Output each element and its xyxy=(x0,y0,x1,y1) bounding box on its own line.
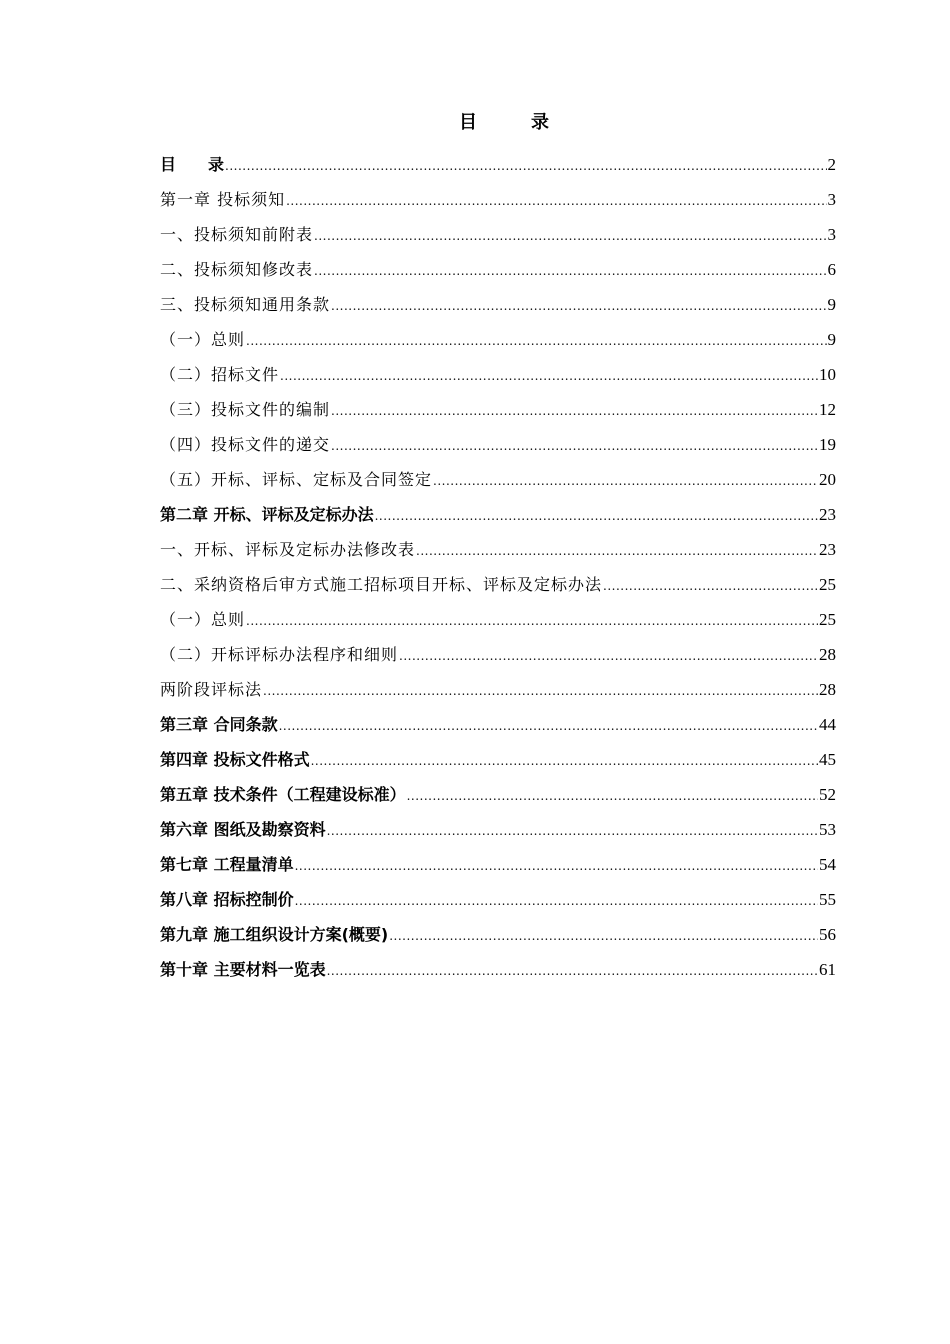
toc-entry-page-number: 23 xyxy=(819,540,836,559)
toc-entry[interactable] xyxy=(160,432,836,467)
toc-dot-leader xyxy=(225,153,826,179)
toc-dot-leader xyxy=(314,223,826,249)
toc-entry-page-number: 25 xyxy=(819,610,836,629)
toc-entry[interactable] xyxy=(160,677,836,712)
toc-dot-leader xyxy=(286,188,826,214)
toc-entry-page-number: 28 xyxy=(819,645,836,664)
toc-entry[interactable] xyxy=(160,852,836,887)
toc-entry-page-number: 10 xyxy=(819,365,836,384)
toc-entry-page-number: 9 xyxy=(827,295,836,314)
toc-entry-label: 一、投标须知前附表 xyxy=(160,225,314,244)
toc-entry-label: （三）投标文件的编制 xyxy=(160,400,331,419)
toc-entry-label: 三、投标须知通用条款 xyxy=(160,295,331,314)
toc-entry-page-number: 52 xyxy=(819,785,836,804)
toc-entry-label: （一）总则 xyxy=(160,330,246,349)
toc-dot-leader xyxy=(280,363,818,389)
document-title: 目 录 xyxy=(459,112,549,133)
toc-entry[interactable] xyxy=(160,537,836,572)
toc-dot-leader xyxy=(331,293,826,319)
toc-entry-page-number: 20 xyxy=(819,470,836,489)
toc-entry[interactable] xyxy=(160,397,836,432)
toc-entry-page-number: 23 xyxy=(819,505,836,524)
toc-entry[interactable] xyxy=(160,957,836,992)
toc-entry[interactable] xyxy=(160,887,836,922)
toc-entry-label: 第三章 合同条款 xyxy=(160,715,278,734)
toc-entry-page-number: 53 xyxy=(819,820,836,839)
toc-entry[interactable] xyxy=(160,502,836,537)
toc-dot-leader xyxy=(399,643,818,669)
toc-dot-leader xyxy=(375,503,818,529)
toc-entry[interactable] xyxy=(160,222,836,257)
toc-entry-label: （五）开标、评标、定标及合同签定 xyxy=(160,470,433,489)
toc-dot-leader xyxy=(246,608,818,634)
toc-entry-label: 第一章 投标须知 xyxy=(160,190,286,209)
toc-entry-label: 第八章 招标控制价 xyxy=(160,890,294,909)
toc-entry[interactable] xyxy=(160,782,836,817)
toc-entry[interactable] xyxy=(160,817,836,852)
toc-dot-leader xyxy=(279,713,818,739)
toc-entry-label: 目 录 xyxy=(160,155,225,174)
toc-entry-label: 第六章 图纸及勘察资料 xyxy=(160,820,326,839)
toc-entry-label: 第十章 主要材料一览表 xyxy=(160,960,326,979)
toc-entry-label: 第七章 工程量清单 xyxy=(160,855,294,874)
toc-entry-label: 第九章 施工组织设计方案(概要) xyxy=(160,925,389,944)
toc-entry-page-number: 54 xyxy=(819,855,836,874)
toc-entry-page-number: 3 xyxy=(827,190,836,209)
toc-entry[interactable] xyxy=(160,922,836,957)
toc-entry-label: （一）总则 xyxy=(160,610,246,629)
toc-entry-page-number: 61 xyxy=(819,960,836,979)
toc-entry-page-number: 2 xyxy=(827,155,836,174)
toc-dot-leader xyxy=(416,538,818,564)
toc-dot-leader xyxy=(331,398,818,424)
toc-entry[interactable] xyxy=(160,747,836,782)
toc-entry-label: 第二章 开标、评标及定标办法 xyxy=(160,505,374,524)
toc-entry[interactable] xyxy=(160,362,836,397)
toc-entry[interactable] xyxy=(160,712,836,747)
toc-dot-leader xyxy=(603,573,818,599)
toc-entry-page-number: 45 xyxy=(819,750,836,769)
toc-entry-page-number: 9 xyxy=(827,330,836,349)
toc-entry[interactable] xyxy=(160,292,836,327)
toc-entry-page-number: 3 xyxy=(827,225,836,244)
toc-entry[interactable] xyxy=(160,327,836,362)
toc-entry-page-number: 44 xyxy=(819,715,836,734)
toc-dot-leader xyxy=(327,818,818,844)
toc-entry-page-number: 19 xyxy=(819,435,836,454)
toc-dot-leader xyxy=(327,958,818,984)
toc-entry-label: 一、开标、评标及定标办法修改表 xyxy=(160,540,416,559)
toc-entry[interactable] xyxy=(160,642,836,677)
toc-dot-leader xyxy=(433,468,818,494)
toc-entry[interactable] xyxy=(160,467,836,502)
toc-entry-page-number: 56 xyxy=(819,925,836,944)
toc-entry-label: 二、投标须知修改表 xyxy=(160,260,314,279)
toc-dot-leader xyxy=(263,678,818,704)
toc-entry[interactable] xyxy=(160,257,836,292)
toc-dot-leader xyxy=(295,853,818,879)
toc-entry-label: （二）开标评标办法程序和细则 xyxy=(160,645,399,664)
toc-entry[interactable] xyxy=(160,572,836,607)
toc-entry-page-number: 25 xyxy=(819,575,836,594)
table-of-contents xyxy=(160,152,836,992)
toc-entry-label: 第五章 技术条件（工程建设标准） xyxy=(160,785,406,804)
toc-entry-label: 第四章 投标文件格式 xyxy=(160,750,310,769)
toc-entry[interactable] xyxy=(160,152,836,187)
toc-entry[interactable] xyxy=(160,187,836,222)
toc-entry[interactable] xyxy=(160,607,836,642)
toc-entry-page-number: 12 xyxy=(819,400,836,419)
toc-entry-page-number: 28 xyxy=(819,680,836,699)
toc-entry-page-number: 6 xyxy=(827,260,836,279)
toc-dot-leader xyxy=(407,783,818,809)
toc-entry-label: 二、采纳资格后审方式施工招标项目开标、评标及定标办法 xyxy=(160,575,603,594)
toc-entry-page-number: 55 xyxy=(819,890,836,909)
toc-entry-label: （二）招标文件 xyxy=(160,365,280,384)
toc-dot-leader xyxy=(311,748,818,774)
toc-dot-leader xyxy=(295,888,818,914)
toc-entry-label: 两阶段评标法 xyxy=(160,680,263,699)
toc-dot-leader xyxy=(314,258,826,284)
toc-dot-leader xyxy=(331,433,818,459)
toc-entry-label: （四）投标文件的递交 xyxy=(160,435,331,454)
toc-dot-leader xyxy=(389,923,818,949)
toc-dot-leader xyxy=(246,328,826,354)
